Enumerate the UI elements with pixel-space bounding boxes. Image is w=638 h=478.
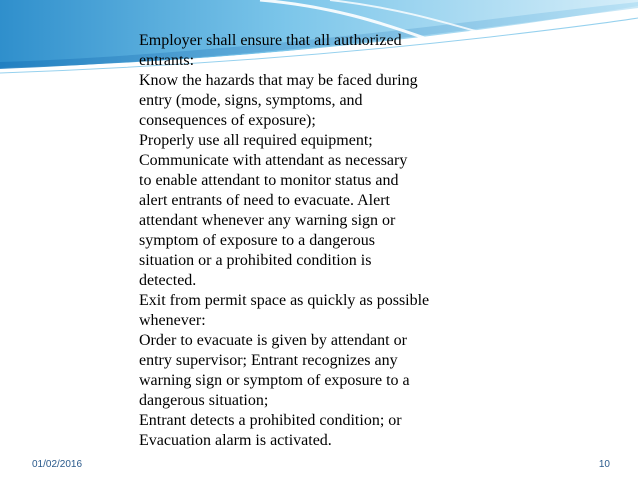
body-text-line: entry (mode, signs, symptoms, and bbox=[139, 92, 363, 109]
body-text-line: entry supervisor; Entrant recognizes any bbox=[139, 352, 398, 369]
body-text-line: Know the hazards that may be faced during bbox=[139, 72, 418, 89]
body-text-line: symptom of exposure to a dangerous bbox=[139, 232, 375, 249]
body-text-line: dangerous situation; bbox=[139, 392, 269, 409]
body-text-line: situation or a prohibited condition is bbox=[139, 252, 372, 269]
body-text-line: Entrant detects a prohibited condition; or bbox=[139, 412, 402, 429]
page-number: 10 bbox=[598, 459, 610, 470]
body-text-line: detected. bbox=[139, 272, 197, 289]
body-text-line: Exit from permit space as quickly as possible bbox=[139, 292, 430, 309]
body-text-line: Evacuation alarm is activated. bbox=[139, 432, 332, 449]
body-text-line: alert entrants of need to evacuate. Alert bbox=[139, 192, 390, 209]
body-text-line: warning sign or symptom of exposure to a bbox=[139, 372, 410, 389]
body-text-line: Communicate with attendant as necessary bbox=[139, 152, 408, 169]
body-text-line: Order to evacuate is given by attendant or bbox=[139, 332, 407, 349]
slide-body-text bbox=[139, 31, 459, 451]
body-text-line: consequences of exposure); bbox=[139, 112, 316, 129]
footer-date: 01/02/2016 bbox=[32, 459, 83, 470]
body-text-line: entrants: bbox=[139, 52, 195, 69]
body-text-line: whenever: bbox=[139, 312, 206, 329]
body-text-line: Properly use all required equipment; bbox=[139, 132, 373, 149]
body-text-line: to enable attendant to monitor status and bbox=[139, 172, 399, 189]
body-text-line: Employer shall ensure that all authorized bbox=[139, 32, 402, 49]
body-text-line: attendant whenever any warning sign or bbox=[139, 212, 396, 229]
